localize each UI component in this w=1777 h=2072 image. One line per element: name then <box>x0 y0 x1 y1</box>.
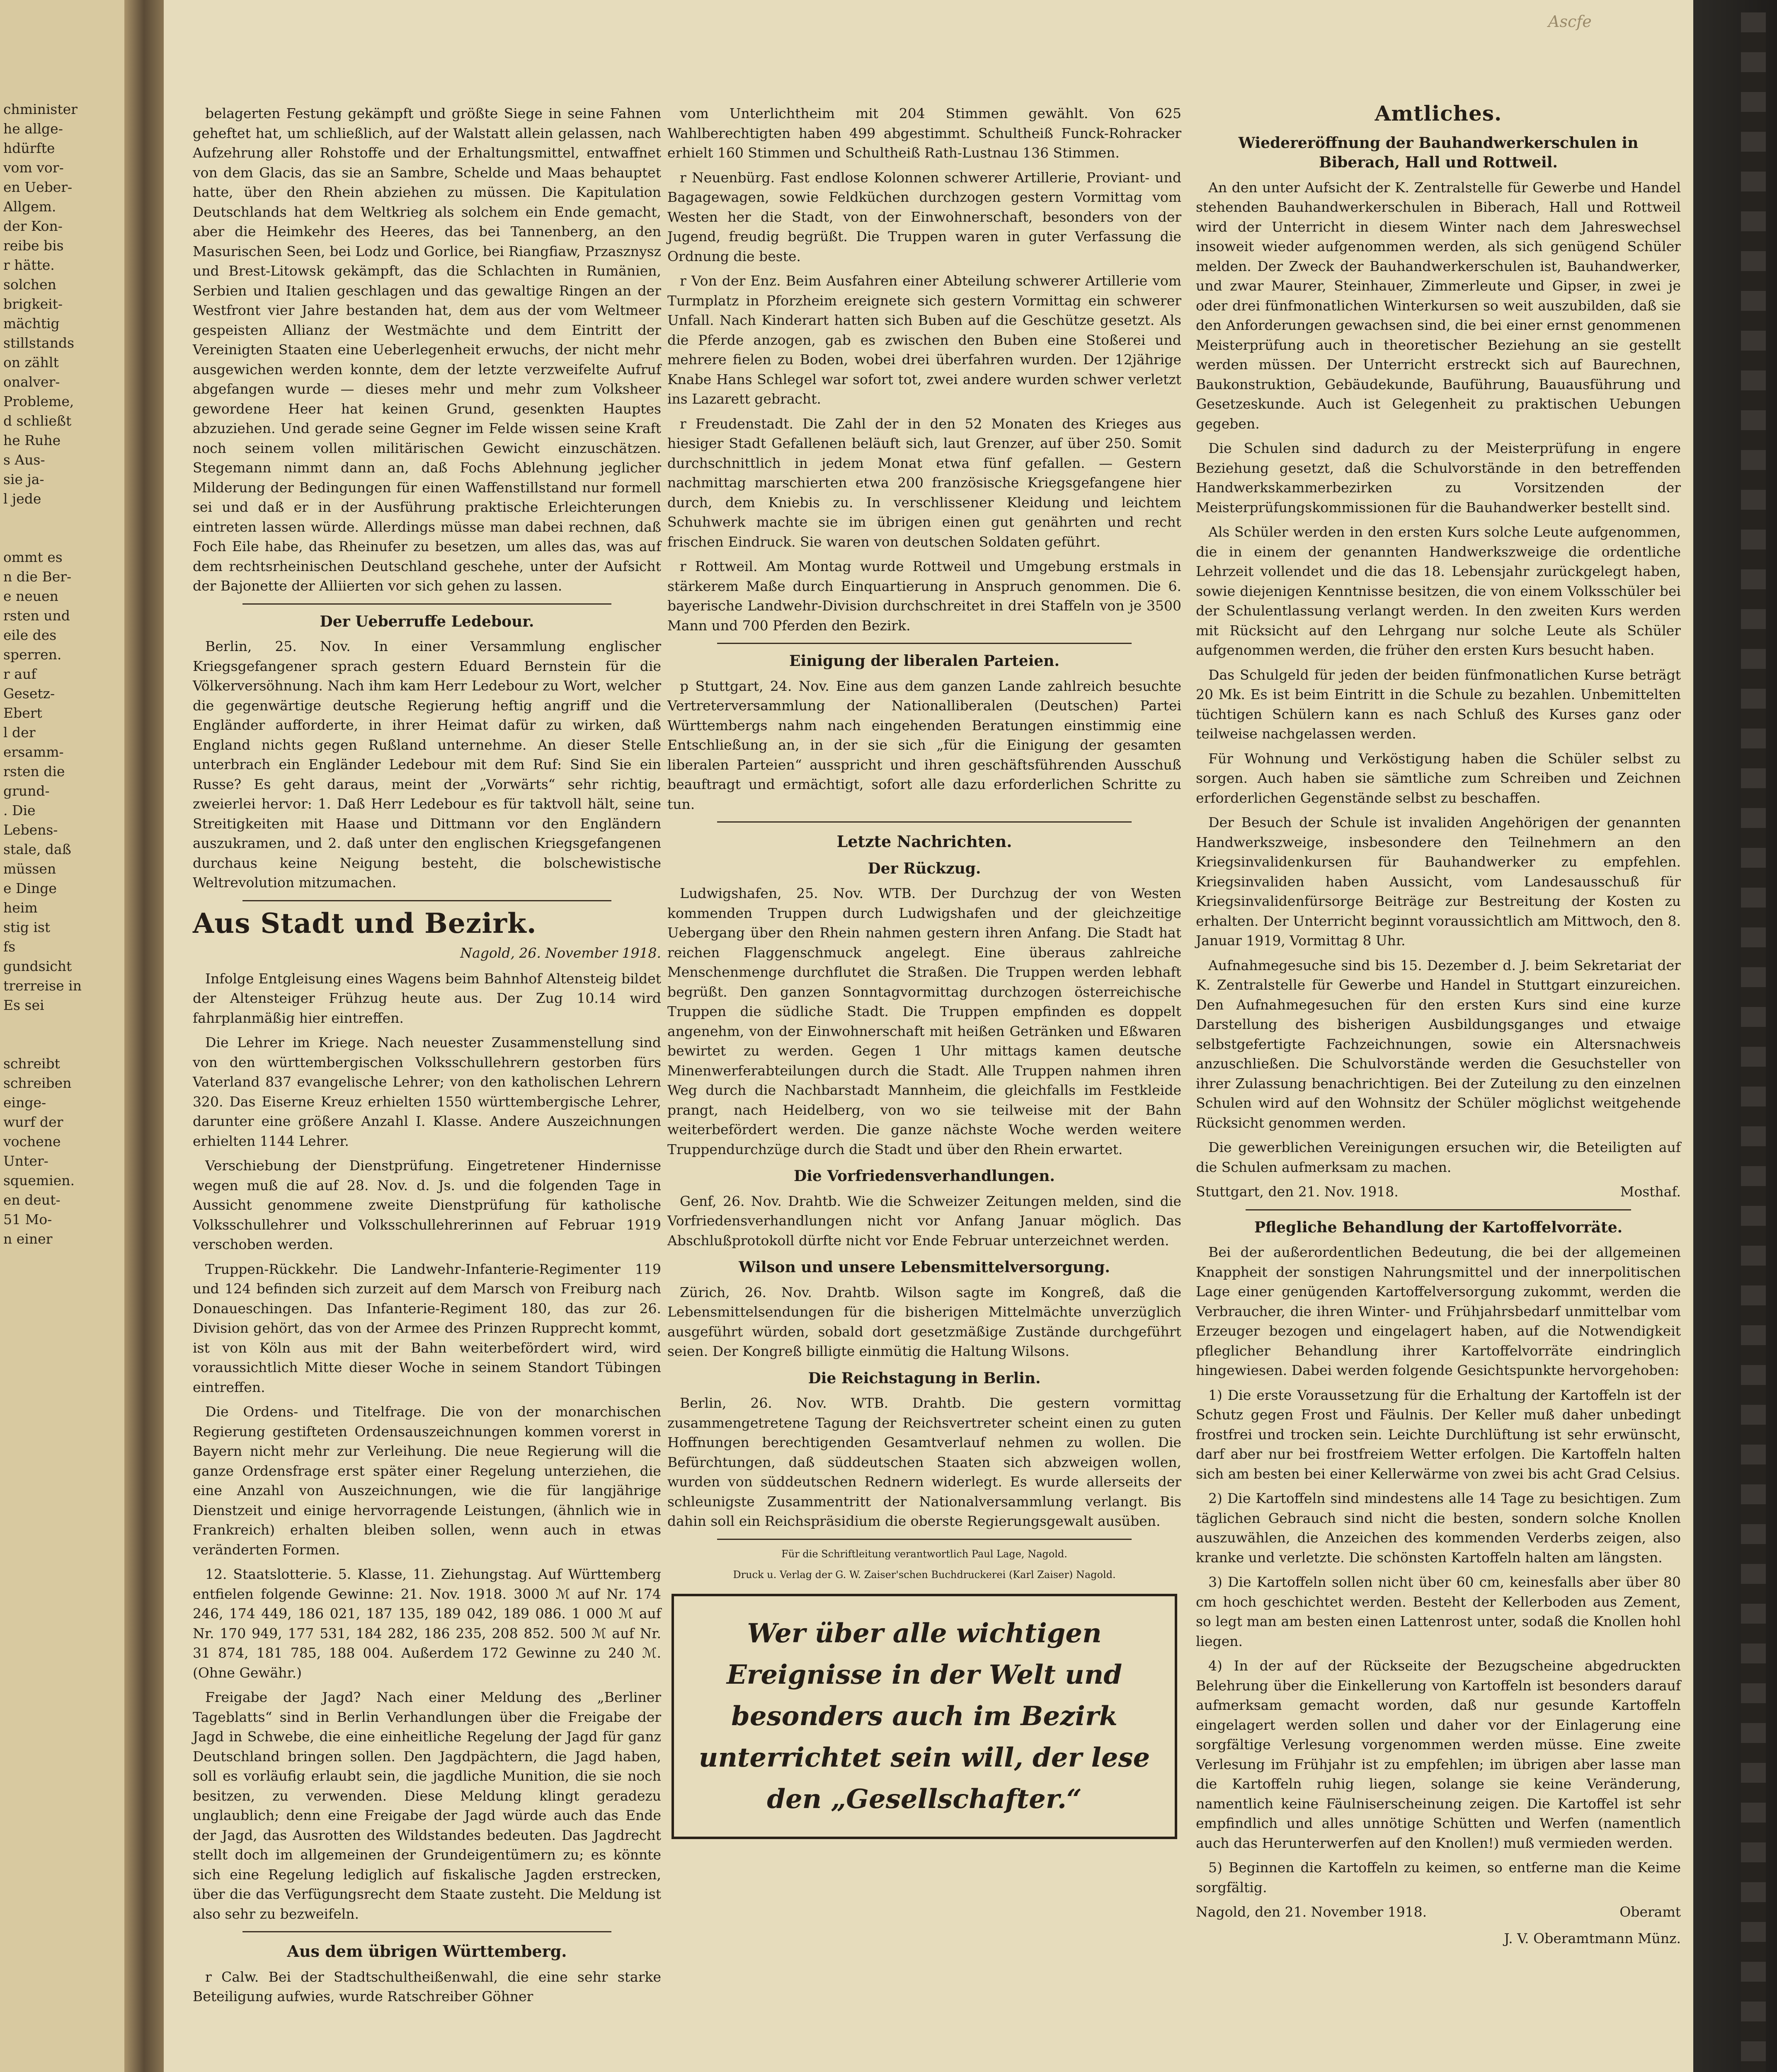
article-title: Einigung der liberalen Parteien. <box>789 652 1059 670</box>
local-news-item: Die Ordens- und Titelfrage. Die von der monarchischen Regierung gestifteten Ordensauszeichnungen kommen vorerst in Bayern nicht mehr zur Verleihung. Die neue Regierung will die ganze Ordensfrage erst später einer Regelung unterziehen, die eine Anzahl von Auszeichnungen, wie die für langjährige Dienstzeit und einige hervorragende Leistungen, (ähnlich wie in Frankreich) erhalten bleiben sollen, wenn auch in etwas veränderten Formen. <box>193 1404 661 1558</box>
section-title: Letzte Nachrichten. <box>836 832 1012 851</box>
news-item: vom Unterlichtheim mit 204 Stimmen gewählt. Von 625 Wahlberechtigten haben 499 abgestimmt. Schultheiß Funck-Rohracker erhielt 160 Stimmen und Schultheiß Rath-Lustnau 136 Stimmen. <box>667 105 1181 161</box>
scale-ruler <box>1741 12 1766 2072</box>
news-item: r Rottweil. Am Montag wurde Rottweil und Umgebung erstmals in stärkerem Maße durch Einquartierung in Anspruch genommen. Die 6. bayerische Landwehr-Division durchschreitet in drei Staffeln von je 3500 Mann und 700 Pferden den Bezirk. <box>667 558 1181 634</box>
column-3 <box>1196 101 1681 1948</box>
divider <box>242 603 611 605</box>
divider <box>717 821 1132 823</box>
article-title: Wilson und unsere Lebensmittelversorgung. <box>739 1259 1110 1276</box>
news-item: r Neuenbürg. Fast endlose Kolonnen schwerer Artillerie, Proviant- und Bagagewagen, sowie Feldküchen durchzogen gestern Vormittag vom Westen her die Stadt, von der Einwohnerschaft, besonders von der Jugend, freudig begrüßt. Die Truppen waren in guter Verfassung die Ordnung die beste. <box>667 169 1181 264</box>
signature-row <box>1196 1182 1681 1202</box>
notice-text: Die Schulen sind dadurch zu der Meisterprüfung in engere Beziehung gesetzt, daß die Schulvorstände in den betreffenden Handwerkskammerbezirken zu Vorsitzenden der Meisterprüfungskommissionen für die Bauhandwerker bestellt sind. <box>1196 440 1681 516</box>
notice-text: Der Besuch der Schule ist invaliden Angehörigen der genannten Handwerkszweige, insbesondere den Teilnehmern an den Kriegsinvalidenkursen für Bauhandwerker zu empfehlen. Kriegsinvaliden haben Aussicht, vom Landesausschuß für Kriegsinvalidenfürsorge Beiträge zur Bestreitung der Kosten zu erhalten. Der Unterricht beginnt voraussichtlich am Mittwoch, den 8. Januar 1919, Vormittag 8 Uhr. <box>1196 814 1681 949</box>
article-text: p Stuttgart, 24. Nov. Eine aus dem ganzen Lande zahlreich besuchte Vertreterversammlung der Nationalliberalen (Deutschen) Partei Württembergs nahm nach eingehenden Beratungen einstimmig eine Entschließung an, in der sie sich „für die Einigung der gesamten liberalen Parteien“ ausspricht und ihren geschäftsführenden Ausschuß beauftragt und ermächtigt, sofort alle dazu erforderlichen Schritte zu tun. <box>667 678 1181 812</box>
article-title: Der Ueberruffe Ledebour. <box>320 612 534 630</box>
article-text: Ludwigshafen, 25. Nov. WTB. Der Durchzug der von Westen kommenden Truppen durch Ludwigshafen und der gleichzeitige Uebergang über den Rhein nahmen gestern ihren Anfang. Die Stadt hat reichen Flaggenschmuck angelegt. Eine überaus zahlreiche Menschenmenge durchflutet die Straßen. Die Truppen werden lebhaft begrüßt. Den ganzen Sonntagvormittag durchzogen österreichische Truppen die südliche Stadt. Die Truppen empfinden es doppelt angenehm, von der Einwohnerschaft mit heißen Getränken und Eßwaren bewirtet zu werden. Gegen 1 Uhr mittags kamen deutsche Minenwerferabteilungen durch die Stadt. Alle Truppen nahmen ihren Weg durch die Nachbarstadt Mannheim, die gleichfalls im Festkleide prangt, nach Heidelberg, von wo sie teilweise mit der Bahn weiterbefördert werden. Die ganze nächste Woche werden weitere Truppendurchzüge durch die Stadt und über den Rhein erwartet. <box>667 885 1181 1157</box>
previous-page-text: chminister he allge- hdürfte vom vor- en Ueber- Allgem. der Kon- reibe bis r hätte. solchen brigkeit- mächtig stillstands on zählt onalver- Probleme, d schließt he Ruhe s Aus- sie ja- l jede ommt es n die Ber- e neuen rsten und eile des sperren. r auf Gesetz- Ebert l der ersamm- rsten die grund- . Die Lebens- stale, daß müssen e Dinge heim stig ist fs gundsicht trerreise in Es sei schreibt schreiben einge- wurf der vochene Unter- squemien. en deut- 51 Mo- n einer <box>3 101 82 1247</box>
section-subtitle: Aus dem übrigen Württemberg. <box>287 1942 567 1961</box>
notice-text: Als Schüler werden in den ersten Kurs solche Leute aufgenommen, die in einem der genannten Handwerkszweige die ordentliche Lehrzeit vollendet und die das 18. Lebensjahr zurückgelegt haben, sowie diejenigen Kenntnisse besitzen, die von einem Volksschüler bei der Schulentlassung verlangt werden. In den zweiten Kurs werden mit Rücksicht auf den Lehrgang nur solche Leute als Schüler aufgenommen werden, die früher den ersten Kurs besucht haben. <box>1196 524 1681 658</box>
newspaper-page <box>164 0 1693 2072</box>
notice-text: 3) Die Kartoffeln sollen nicht über 60 cm, keinesfalls aber über 80 cm hoch geschichtet werden. Besteht der Kellerboden aus Zement, so legt man am besten einen Lattenrost unter, sodaß die Knollen hohl liegen. <box>1196 1574 1681 1649</box>
dateline: Nagold, 26. November 1918. <box>460 945 661 961</box>
article-text: Zürich, 26. Nov. Drahtb. Wilson sagte im Kongreß, daß die Lebensmittelsendungen für die bisherigen Mittelmächte unverzüglich ausgeführt würden, sobald dort gesetzmäßige Zustände durchgeführt seien. Der Kongreß billigte einmütig die Haltung Wilsons. <box>667 1284 1181 1359</box>
signature-row <box>1196 1902 1681 1922</box>
notice-text: Aufnahmegesuche sind bis 15. Dezember d. J. beim Sekretariat der K. Zentralstelle für Gewerbe und Handel in Stuttgart einzureichen. Den Aufnahmegesuchen für den ersten Kurs sind eine kurze Darstellung des bisherigen Ausbildungsganges und etwaige selbstgefertigte Fachzeichnungen, sowie ein Altersnachweis anzuschließen. Die Schulvorstände werden die Gesuchsteller von ihrer Zulassung benachrichtigen. Bei der Zuteilung zu den einzelnen Schulen wird auf den Wohnsitz der Schüler möglichst weitgehende Rücksicht genommen werden. <box>1196 957 1681 1131</box>
local-news-item: 12. Staatslotterie. 5. Klasse, 11. Ziehungstag. Auf Württemberg entfielen folgende Gewinne: 21. Nov. 1918. 3000 ℳ auf Nr. 174 246, 174 449, 186 021, 187 135, 189 042, 189 086. 1 000 ℳ auf Nr. 170 949, 177 531, 184 282, 186 235, 208 852. 500 ℳ auf Nr. 31 874, 181 785, 188 004. Außerdem 172 Gewinne zu 240 ℳ. (Ohne Gewähr.) <box>193 1566 661 1681</box>
column-1 <box>193 104 661 2011</box>
page-stamp: Ascfe <box>1548 12 1592 31</box>
article-text: Berlin, 25. Nov. In einer Versammlung englischer Kriegsgefangener sprach gestern Eduard Bernstein für die Völkerversöhnung. Nach ihm kam Herr Ledebour zu Wort, welcher die gegenwärtige deutsche Regierung heftig angriff und die Engländer aufforderte, in ihrer Heimat dafür zu wirken, daß England nichts gegen Rußland unternehme. An dieser Stelle unterbrach ein Engländer Ledebour mit dem Ruf: Sind Sie ein Russe? Es geht daraus, meint der „Vorwärts“ sehr richtig, zweierlei hervor: 1. Daß Herr Ledebour es für taktvoll hält, seine Streitigkeiten mit Haase und Dittmann vor den Engländern auszukramen, und 2. daß unter den englischen Kriegsgefangenen durchaus keine Neigung besteht, die bolschewistische Weltrevolution mitzumachen. <box>193 638 661 891</box>
local-news-item: Verschiebung der Dienstprüfung. Eingetretener Hindernisse wegen muß die auf 28. Nov. d. Js. und die folgenden Tage in Aussicht genommene zweite Dienstprüfung für katholische Volksschullehrer und Volksschullehrerinnen auf Februar 1919 verschoben werden. <box>193 1157 661 1252</box>
notice-text: 5) Beginnen die Kartoffeln zu keimen, so entferne man die Keime sorgfältig. <box>1196 1859 1681 1895</box>
article-title: Die Vorfriedensverhandlungen. <box>794 1167 1055 1185</box>
notice-title: Wiedereröffnung der Bauhandwerkerschulen in Biberach, Hall und Rottweil. <box>1238 134 1639 171</box>
imprint-editor: Für die Schriftleitung verantwortlich Paul Lage, Nagold. <box>781 1548 1067 1560</box>
article-title: Der Rückzug. <box>868 859 981 877</box>
notice-text: An den unter Aufsicht der K. Zentralstelle für Gewerbe und Handel stehenden Bauhandwerkerschulen in Biberach, Hall und Rottweil wird der Unterricht in diesem Winter nach dem Jahreswechsel insoweit wieder aufgenommen werden, als sich genügend Schüler melden. Der Zweck der Bauhandwerkerschulen ist, Bauhandwerker, und zwar Maurer, Steinhauer, Zimmerleute und Gipser, in zwei je oder drei fünfmonatlichen Winterkursen so weit auszubilden, daß sie den Anforderungen gewachsen sind, die bei einer ernst genommenen Meisterprüfung auch in theoretischer Beziehung an sie gestellt werden müssen. Der Unterricht erstreckt sich auf Baurechnen, Baukonstruktion, Gebäudekunde, Bauführung, Bauausführung und Gesetzeskunde. Auch ist Gelegenheit zu praktischen Uebungen gegeben. <box>1196 179 1681 432</box>
section-title: Amtliches. <box>1375 101 1502 126</box>
local-news-item: Truppen-Rückkehr. Die Landwehr-Infanterie-Regimenter 119 und 124 befinden sich zurzeit auf dem Marsch von Freiburg nach Donaueschingen. Das Infanterie-Regiment 180, das zur 26. Division gehört, das von der Armee des Prinzen Rupprecht kommt, ist von Köln aus mit der Bahn weiterbefördert wird, wird voraussichtlich Mitte dieser Woche in seinem Standort Tübingen eintreffen. <box>193 1261 661 1395</box>
local-news-item: Infolge Entgleisung eines Wagens beim Bahnhof Altensteig bildet der Altensteiger Frühzug heute aus. Der Zug 10.14 wird fahrplanmäßig hier eintreffen. <box>193 970 661 1026</box>
article-title: Die Reichstagung in Berlin. <box>808 1369 1041 1387</box>
news-item: r Von der Enz. Beim Ausfahren einer Abteilung schwerer Artillerie vom Turmplatz in Pforzheim ereignete sich gestern Vormittag ein schwerer Unfall. Nach Kinderart hatten sich Buben auf die Geschütze gesetzt. Als die Pferde anzogen, gab es zwischen den Buben eine Stoßerei und mehrere fielen zu Boden, wobei drei überfahren wurden. Der 12jährige Knabe Hans Schlegel war sofort tot, zwei andere wurden schwer verletzt ins Lazarett gebracht. <box>667 273 1181 407</box>
signature-name: Mosthaf. <box>1620 1184 1681 1200</box>
notice-text: Die gewerblichen Vereinigungen ersuchen wir, die Beteiligten auf die Schulen aufmerksam zu machen. <box>1196 1139 1681 1175</box>
notice-text: 1) Die erste Voraussetzung für die Erhaltung der Kartoffeln ist der Schutz gegen Frost und Fäulnis. Der Keller muß daher unbedingt frostfrei und trocken sein. Leichte Durchlüftung ist sehr erwünscht, darf aber nur bei frostfreiem Wetter erfolgen. Die Kartoffeln halten sich am besten bei einer Kellerwärme von zwei bis acht Grad Celsius. <box>1196 1387 1681 1482</box>
article-continuation: belagerten Festung gekämpft und größte Siege in seine Fahnen geheftet hat, um schließlich, auf der Walstatt allein gelassen, nach Aufzehrung aller Rohstoffe und der Erhaltungsmittel, entwaffnet von dem Glacis, das sie an Sambre, Schelde und Maas behauptet hatte, über den Rhein abziehen zu müssen. Die Kapitulation Deutschlands hat dem Weltkrieg als solchem ein Ende gemacht, aber die Heimkehr des Heeres, das bei Tannenberg, an den Masurischen Seen, bei Lodz und Gorlice, bei Riangfiaw, Przasznysz und Brest-Litowsk gekämpft, das die Schlachten in Rumänien, Serbien und Italien geschlagen und das gewaltige Ringen an der Westfront vier Jahre bestanden hat, dem aus der vom Weltmeer gespeisten Allianz der Westmächte und dem Eintritt der Vereinigten Staaten eine Ueberlegenheit erwuchs, der nicht mehr ausgewichen werden konnte, dem der letzte verzweifelte Aufruf abgefangen wurde — dieses mehr und mehr zum Volksheer gewordene Heer hat keinen Grund, gesenkten Hauptes abzuziehen. Und gerade seine Gegner im Felde wissen seine Kraft noch seinem vollen militärischen Gewicht einzuschätzen. Stegemann nimmt dann an, daß Fochs Ablehnung jeglicher Milderung der Bedingungen für einen Waffenstillstand nur formell sei und daß er in der Ausführung praktische Erleichterungen eintreten lassen würde. Allerdings müsse man dabei rechnen, daß Foch Eile habe, das Rheinufer zu besetzen, um alles das, was auf dem rechtsrheinischen Deutschland geschehe, unter der Aufsicht der Bajonette der Alliierten vor sich gehen zu lassen. <box>193 105 661 594</box>
signature-place-date: Nagold, den 21. November 1918. <box>1196 1904 1427 1920</box>
divider <box>717 1539 1132 1540</box>
notice-text: 4) In der auf der Rückseite der Bezugscheine abgedruckten Belehrung über die Einkellerung von Kartoffeln ist besonders darauf aufmerksam gemacht worden, daß nur gesunde Kartoffeln eingelagert werden sollen und daher vor der Einlagerung eine sorgfältige Verlesung vorgenommen werden müsse. Eine zweite Verlesung im Frühjahr ist zu empfehlen; im übrigen aber lasse man die Kartoffeln ruhig liegen, solange sie keine Veränderung, namentlich keine Fäulniserscheinung zeigen. Die Kartoffel ist sehr empfindlich und alles unnötige Schütten und Werfen (namentlich auch das Herunterwerfen auf den Knollen!) muß vermieden werden. <box>1196 1658 1681 1851</box>
imprint-publisher: Druck u. Verlag der G. W. Zaiser'schen Buchdruckerei (Karl Zaiser) Nagold. <box>733 1569 1116 1581</box>
notice-text: 2) Die Kartoffeln sind mindestens alle 14 Tage zu besichtigen. Zum täglichen Gebrauch sind nicht die besten, sondern solche Knollen auszuwählen, die Anzeichen des kommenden Verderbs zeigen, also kranke und verletzte. Die schönsten Kartoffeln halten am längsten. <box>1196 1490 1681 1566</box>
divider <box>1246 1209 1631 1210</box>
subscription-ad: Wer über alle wichtigen Ereignisse in der Welt und besonders auch im Bezirk unterrichtet sein will, der lese den „Gesellschafter.“ <box>672 1594 1177 1839</box>
article-text: Berlin, 26. Nov. WTB. Drahtb. Die gestern vormittag zusammengetretene Tagung der Reichsvertreter scheint einen zu guten Hoffnungen berechtigenden Gesamtverlauf nehmen zu wollen. Die Befürchtungen, daß süddeutschen Staaten sich abzweigen wollen, wurden von süddeutschen Rednern widerlegt. Es wurde allerseits der schleunigste Zusammentritt der Nationalversammlung verlangt. Bis dahin soll ein Reichspräsidium die oberste Regierungsgewalt ausüben. <box>667 1395 1181 1529</box>
article-text: Genf, 26. Nov. Drahtb. Wie die Schweizer Zeitungen melden, sind die Vorfriedensverhandlungen nicht vor Anfang Januar möglich. Das Abschlußprotokoll dürfte nicht vor Ende Februar unterzeichnet werden. <box>667 1193 1181 1249</box>
local-news-item: r Calw. Bei der Stadtschultheißenwahl, die eine sehr starke Beteiligung aufwies, wurde Ratschreiber Göhner <box>193 1968 661 2004</box>
divider <box>242 1931 611 1932</box>
signature-office: Oberamt <box>1619 1904 1681 1920</box>
notice-text: Das Schulgeld für jeden der beiden fünfmonatlichen Kurse beträgt 20 Mk. Es ist beim Eintritt in die Schule zu bezahlen. Unbemittelten tüchtigen Schülern kann es nach Schluß des Kurses ganz oder teilweise nachgelassen werden. <box>1196 666 1681 742</box>
notice-text: Bei der außerordentlichen Bedeutung, die bei der allgemeinen Knappheit der sonstigen Nahrungsmittel und der innerpolitischen Lage einer genügenden Kartoffelversorgung zukommt, werden die Verbraucher, die ihren Winter- und Frühjahrsbedarf unmittelbar vom Erzeuger bezogen und eingelagert haben, auf die Notwendigkeit pfleglicher Behandlung ihrer Kartoffelvorräte eindringlich hingewiesen. Dabei werden folgende Gesichtspunkte hervorgehoben: <box>1196 1244 1681 1378</box>
divider <box>717 643 1132 644</box>
signature-place-date: Stuttgart, den 21. Nov. 1918. <box>1196 1184 1399 1200</box>
notice-text: Für Wohnung und Verköstigung haben die Schüler selbst zu sorgen. Auch haben sie sämtliche zum Schreiben und Zeichnen erforderlichen Gegenstände selbst zu beschaffen. <box>1196 750 1681 806</box>
signature-name: J. V. Oberamtmann Münz. <box>1504 1930 1681 1946</box>
news-item: r Freudenstadt. Die Zahl der in den 52 Monaten des Krieges aus hiesiger Stadt Gefallenen beläuft sich, laut Grenzer, auf über 250. Somit durchschnittlich in jedem Monat etwa fünf gefallen. — Gestern nachmittag marschierten etwa 200 französische Kriegsgefangene hier durch, dem Kniebis zu. In verschlissener Kleidung und leichtem Schuhwerk machte sie im übrigen einen gut genährten und recht frischen Eindruck. Sie waren von deutschen Soldaten geführt. <box>667 415 1181 550</box>
book-gutter <box>124 0 164 2072</box>
local-news-item: Die Lehrer im Kriege. Nach neuester Zusammenstellung sind von den württembergischen Volksschullehrern gestorben fürs Vaterland 837 evangelische Lehrer; von den katholischen Lehrern 320. Das Eiserne Kreuz erhielten 1550 württembergische Lehrer, darunter eine größere Anzahl I. Klasse. Andere Auszeichnungen erhielten 1144 Lehrer. <box>193 1034 661 1149</box>
notice-title: Pflegliche Behandlung der Kartoffelvorräte. <box>1254 1218 1623 1236</box>
column-2 <box>667 104 1181 1839</box>
section-title: Aus Stadt und Bezirk. <box>193 907 537 939</box>
local-news-item: Freigabe der Jagd? Nach einer Meldung des „Berliner Tageblatts“ sind in Berlin Verhandlungen über die Freigabe der Jagd in Schwebe, die eine einheitliche Regelung der Jagd für ganz Deutschland bringen sollen. Den Jagdpächtern, die Jagd haben, soll es vorläufig erlaubt sein, die jagdliche Munition, die sie noch besitzen, zu verwenden. Diese Meldung klingt geradezu unglaublich; denn eine Freigabe der Jagd würde auch das Ende der Jagd, das Ausrotten des Wildstandes bedeuten. Das Jagdrecht stellt doch im allgemeinen der Grundeigentümern zu; es könnte sich eine Regelung lediglich auf fiskalische Jagden erstrecken, über die das Verfügungsrecht dem Staate zusteht. Die Meldung ist also sehr zu bezweifeln. <box>193 1689 661 1922</box>
divider <box>242 900 611 901</box>
previous-page <box>0 0 124 2072</box>
